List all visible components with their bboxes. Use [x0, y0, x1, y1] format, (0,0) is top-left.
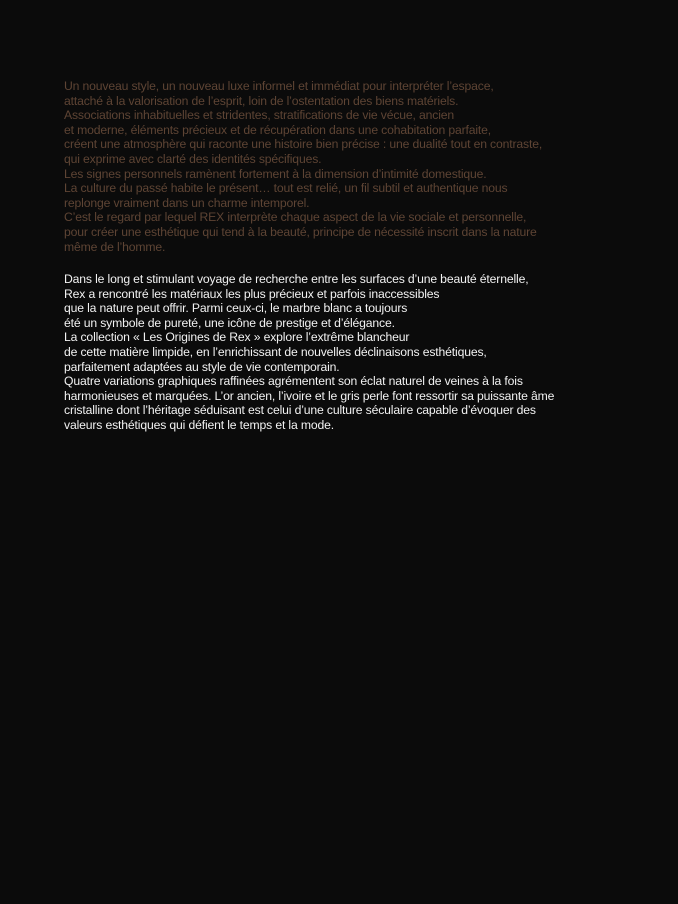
- body-line: harmonieuses et marquées. L’or ancien, l’ivoire et le gris perle font ressortir sa puissante âme: [64, 388, 555, 403]
- intro-line: créent une atmosphère qui raconte une histoire bien précise : une dualité tout en contraste,: [64, 137, 543, 152]
- intro-line: La culture du passé habite le présent… tout est relié, un fil subtil et authentique nous: [64, 181, 508, 196]
- intro-line: pour créer une esthétique qui tend à la beauté, principe de nécessité inscrit dans la nature: [64, 224, 537, 239]
- body-line: de cette matière limpide, en l’enrichissant de nouvelles déclinaisons esthétiques,: [64, 344, 487, 359]
- body-line: été un symbole de pureté, une icône de prestige et d’élégance.: [64, 315, 395, 330]
- body-line: Rex a rencontré les matériaux les plus précieux et parfois inaccessibles: [64, 286, 440, 301]
- intro-line: C’est le regard par lequel REX interprète chaque aspect de la vie sociale et personnelle,: [64, 210, 527, 225]
- intro-paragraph: [64, 79, 664, 254]
- intro-line: Les signes personnels ramènent fortement à la dimension d’intimité domestique.: [64, 166, 487, 181]
- intro-line: et moderne, éléments précieux et de récupération dans une cohabitation parfaite,: [64, 122, 492, 137]
- body-line: Quatre variations graphiques raffinées agrémentent son éclat naturel de veines à la fois: [64, 374, 523, 389]
- intro-line: attaché à la valorisation de l’esprit, loin de l’ostentation des biens matériels.: [64, 93, 459, 108]
- body-line: parfaitement adaptées au style de vie contemporain.: [64, 359, 340, 374]
- body-line: Dans le long et stimulant voyage de recherche entre les surfaces d’une beauté éternelle,: [64, 272, 529, 286]
- body-line: valeurs esthétiques qui défient le temps et la mode.: [64, 417, 334, 432]
- intro-line: qui exprime avec clarté des identités spécifiques.: [64, 151, 322, 166]
- body-paragraph: [64, 272, 664, 433]
- intro-line: replonge vraiment dans un charme intemporel.: [64, 195, 310, 210]
- body-line: cristalline dont l’héritage séduisant est celui d’une culture séculaire capable d’évoquer des: [64, 403, 536, 418]
- body-line: La collection « Les Origines de Rex » explore l’extrême blancheur: [64, 330, 410, 345]
- intro-line: même de l’homme.: [64, 239, 166, 254]
- body-line: que la nature peut offrir. Parmi ceux-ci, le marbre blanc a toujours: [64, 301, 408, 316]
- intro-line: Un nouveau style, un nouveau luxe informel et immédiat pour interpréter l’espace,: [64, 79, 494, 93]
- intro-line: Associations inhabituelles et stridentes, stratifications de vie vécue, ancien: [64, 108, 455, 123]
